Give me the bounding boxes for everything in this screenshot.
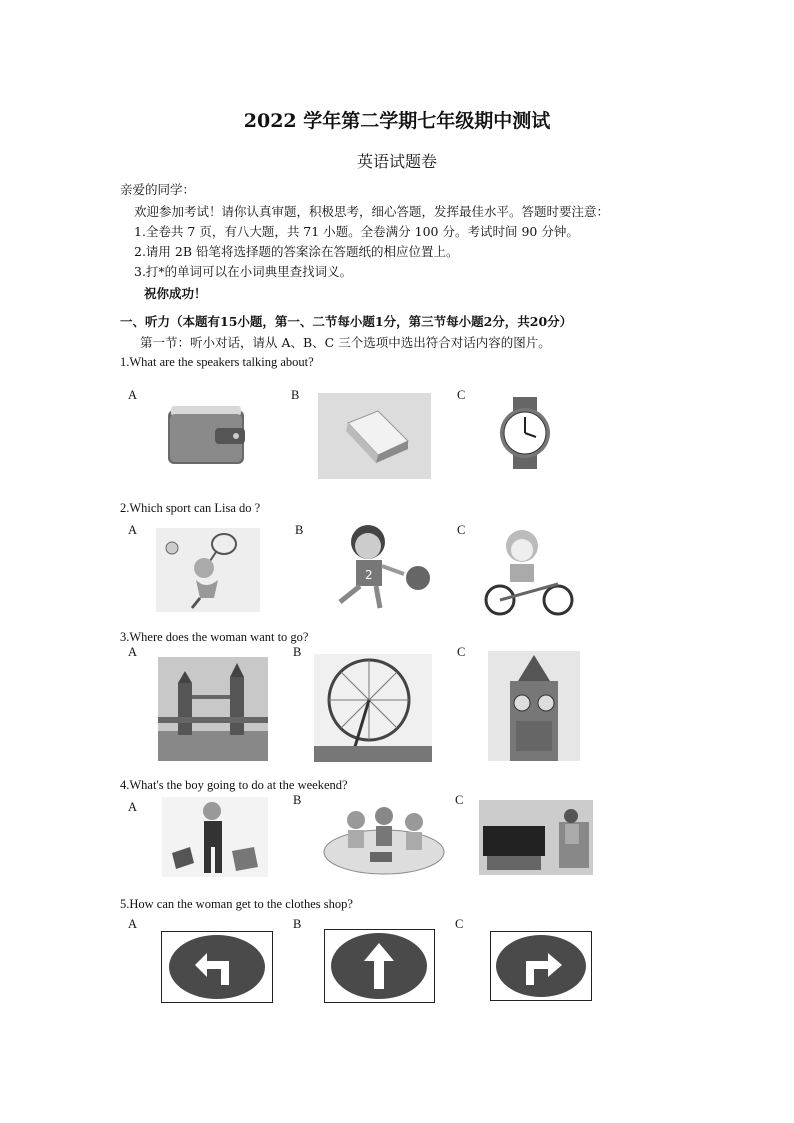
- q5-option-b[interactable]: B: [293, 917, 302, 931]
- note-3: 3.打*的单词可以在小词典里查找词义。: [134, 264, 353, 279]
- turn-left-sign: [161, 931, 273, 1003]
- cycling-image: [478, 524, 578, 616]
- eraser-image: [318, 393, 431, 479]
- question-2: 2.Which sport can Lisa do ?: [120, 501, 261, 515]
- watch-image: [495, 397, 555, 469]
- wallet-image: [165, 402, 247, 468]
- q3-option-b[interactable]: B: [293, 645, 302, 659]
- question-4: 4.What's the boy going to do at the weekend?: [120, 778, 348, 792]
- q3-option-a[interactable]: A: [128, 645, 138, 659]
- q2-option-b[interactable]: B: [295, 523, 304, 537]
- greeting: 亲爱的同学：: [120, 182, 196, 197]
- turn-right-sign: [490, 931, 592, 1001]
- q2-option-a[interactable]: A: [128, 523, 138, 537]
- london-eye-image: [314, 654, 432, 762]
- go-straight-sign: [324, 929, 435, 1003]
- big-ben-image: [488, 651, 580, 761]
- note-1: 1.全卷共 7 页，有八大题，共 71 小题。全卷满分 100 分。考试时间 90 分钟。: [134, 224, 579, 239]
- svg-text:2: 2: [365, 568, 373, 582]
- q1-option-b[interactable]: B: [291, 388, 300, 402]
- wish-text: 祝你成功！: [144, 286, 207, 301]
- q1-option-a[interactable]: A: [128, 388, 138, 402]
- section-heading: 一、听力（本题有15小题，第一、二节每小题1分，第三节每小题2分，共20分）: [120, 314, 573, 329]
- q4-option-b[interactable]: B: [293, 793, 302, 807]
- q4-option-a[interactable]: A: [128, 800, 138, 814]
- q2-option-c[interactable]: C: [457, 523, 466, 537]
- note-2: 2.请用 2B 铅笔将选择题的答案涂在答题纸的相应位置上。: [134, 244, 459, 259]
- q1-option-c[interactable]: C: [457, 388, 466, 402]
- q3-option-c[interactable]: C: [457, 645, 466, 659]
- welcome-text: 欢迎参加考试！请你认真审题，积极思考，细心答题，发挥最佳水平。答题时要注意：: [134, 204, 610, 219]
- part1-instructions: 第一节：听小对话，请从 A、B、C 三个选项中选出符合对话内容的图片。: [140, 335, 551, 350]
- page-subtitle: 英语试题卷: [356, 152, 437, 171]
- q4-option-c[interactable]: C: [455, 793, 464, 807]
- tennis-image: [156, 528, 260, 612]
- question-1: 1.What are the speakers talking about?: [120, 355, 314, 369]
- q5-option-c[interactable]: C: [455, 917, 464, 931]
- picnic-image: [322, 800, 446, 876]
- basketball-image: [320, 522, 435, 614]
- page-title: 2022 学年第二学期七年级期中测试: [243, 110, 551, 132]
- watch-tv-image: [479, 800, 593, 875]
- q5-option-a[interactable]: A: [128, 917, 138, 931]
- question-3: 3.Where does the woman want to go?: [120, 630, 309, 644]
- shopping-image: [162, 797, 268, 877]
- tower-bridge-image: [158, 657, 268, 761]
- question-5: 5.How can the woman get to the clothes shop?: [120, 897, 353, 911]
